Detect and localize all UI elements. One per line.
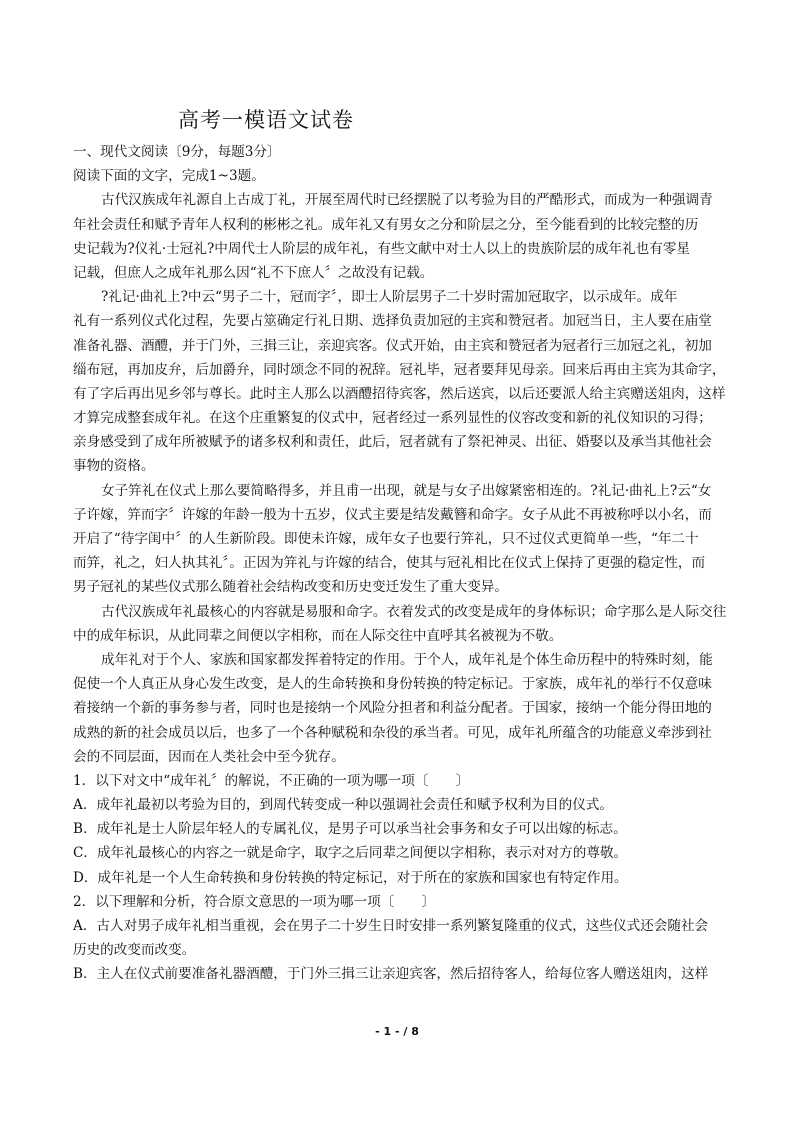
text-line: 古代汉族成年礼最核心的内容就是易服和命字。衣着发式的改变是成年的身体标识；命字那么是人际交往 (101, 603, 727, 620)
section-heading: 一、现代文阅读〔9分，每题3分〕 (73, 144, 281, 160)
page-number: - 1 - / 8 (375, 1025, 419, 1038)
text-line: 年社会责任和赋予青年人权利的彬彬之礼。成年礼又有男女之分和阶层之分，至今能看到的比较完整的历 (73, 216, 699, 233)
text-line: 缁布冠，再加皮弁，后加爵弁，同时颂念不同的祝辞。冠礼毕，冠者要拜见母亲。回来后再由主宾为其命字， (73, 361, 726, 378)
option-c: C．成年礼最核心的内容之一就是命字，取字之后同辈之间便以字相称，表示对对方的尊敬。 (73, 845, 628, 862)
option-d: D．成年礼是一个人生命转换和身份转换的特定标记，对于所在的家族和国家也有特定作用。 (73, 869, 628, 886)
text-line: 史记载为?仪礼·士冠礼?中周代士人阶层的成年礼，有些文献中对士人以上的贵族阶层的成年礼也有零星 (73, 240, 691, 257)
option-a: A．古人对男子成年礼相当重视，会在男子二十岁生日时安排一系列繁复隆重的仪式，这些仪式还会随社会 (73, 918, 709, 934)
text-line: 成年礼对于个人、家族和国家都发挥着特定的作用。于个人，成年礼是个体生命历程中的特殊时刻，能 (101, 651, 713, 668)
text-line: 礼有一系列仪式化过程，先要占筮确定行礼日期、选择负责加冠的主宾和赞冠者。加冠当日，主人要在庙堂 (73, 313, 712, 330)
paragraph-3 (73, 479, 749, 600)
text-line: 促使一个人真正从身心发生改变，是人的生命转换和身份转换的特定标记。于家族，成年礼的举行不仅意味 (73, 676, 712, 693)
paragraph-1 (73, 188, 749, 285)
text-line: 事物的资格。 (73, 458, 155, 475)
reading-instruction: 阅读下面的文字，完成1~3题。 (73, 168, 265, 185)
paragraph-5 (73, 648, 749, 769)
text-line: 子许嫁，笄而字〞许嫁的年龄一般为十五岁，仪式主要是结发戴簪和命字。女子从此不再被称呼以小名，而 (73, 506, 712, 523)
text-line: 准备礼器、酒醴，并于门外，三揖三让，亲迎宾客。仪式开始，由主宾和赞冠者为冠者行三加冠之礼，初加 (73, 337, 712, 354)
text-line: 成熟的新的社会成员以后，也多了一个各种赋税和杂役的承当者。可见，成年礼所蕴含的功能意义牵涉到社 (73, 724, 712, 741)
question-stem: 1．以下对文中“成年礼〞的解说，不正确的一项为哪一项〔 〕 (73, 772, 470, 789)
text-line: 才算完成整套成年礼。在这个庄重繁复的仪式中，冠者经过一系列显性的仪容改变和新的礼仪知识的习得； (73, 410, 712, 427)
page-title: 高考一模语文试卷 (178, 108, 354, 132)
text-line: 女子笄礼在仪式上那么要简略得多，并且甫一出现，就是与女子出嫁紧密相连的。?礼记·曲礼上?云“女 (101, 482, 712, 499)
text-line: 会的不同层面，因而在人类社会中至今犹存。 (73, 748, 345, 765)
text-line: 男子冠礼的某些仪式那么随着社会结构改变和历史变迁发生了重大变异。 (73, 579, 508, 596)
option-a-continued: 历史的改变而改变。 (73, 942, 196, 959)
text-line: 有了字后再出见乡邻与尊长。此时主人那么以酒醴招待宾客，然后送宾，以后还要派人给主宾赠送俎肉，这样 (73, 385, 726, 402)
text-line: 而笄，礼之，妇人执其礼〞。正因为笄礼与许嫁的结合，使其与冠礼相比在仪式上保持了更强的稳定性，而 (73, 555, 706, 572)
text-line: 着接纳一个新的事务参与者，同时也是接纳一个风险分担者和利益分配者。于国家，接纳一个能分得田地的 (73, 700, 712, 717)
text-line: 亲身感受到了成年所被赋予的诸多权利和责任，此后，冠者就有了祭祀神灵、出征、婚娶以及承当其他社会 (73, 434, 712, 451)
text-line: 开启了“待字闺中〞的人生新阶段。即使未许嫁，成年女子也要行笄礼，只不过仪式更简单一些，“年二十 (73, 531, 699, 547)
option-b: B．主人在仪式前要准备礼器酒醴，于门外三揖三让亲迎宾客，然后招待客人，给每位客人赠送俎肉，这样 (73, 966, 709, 983)
paragraph-2 (73, 285, 749, 479)
paragraph-4 (73, 600, 749, 648)
text-line: 记载，但庶人之成年礼那么因“礼不下庶人〞之故没有记载。 (73, 264, 434, 281)
document-body (73, 140, 749, 987)
option-a: A．成年礼最初以考验为目的，到周代转变成一种以强调社会责任和赋予权利为目的仪式。 (73, 797, 613, 814)
question-1 (73, 769, 749, 890)
text-line: ?礼记·曲礼上?中云“男子二十，冠而字〞，即士人阶层男子二十岁时需加冠取字，以示成年。成年 (101, 289, 678, 306)
question-2 (73, 890, 749, 987)
question-stem: 2．以下理解和分析，符合原文意思的一项为哪一项〔 〕 (73, 893, 436, 910)
text-line: 古代汉族成年礼源自上古成丁礼，开展至周代时已经摆脱了以考验为目的严酷形式，而成为一种强调青 (101, 192, 713, 209)
option-b: B．成年礼是士人阶层年轻人的专属礼仪，是男子可以承当社会事务和女子可以出嫁的标志。 (73, 821, 627, 838)
text-line: 中的成年标识，从此同辈之间便以字相称，而在人际交往中直呼其名被视为不敬。 (73, 627, 563, 644)
